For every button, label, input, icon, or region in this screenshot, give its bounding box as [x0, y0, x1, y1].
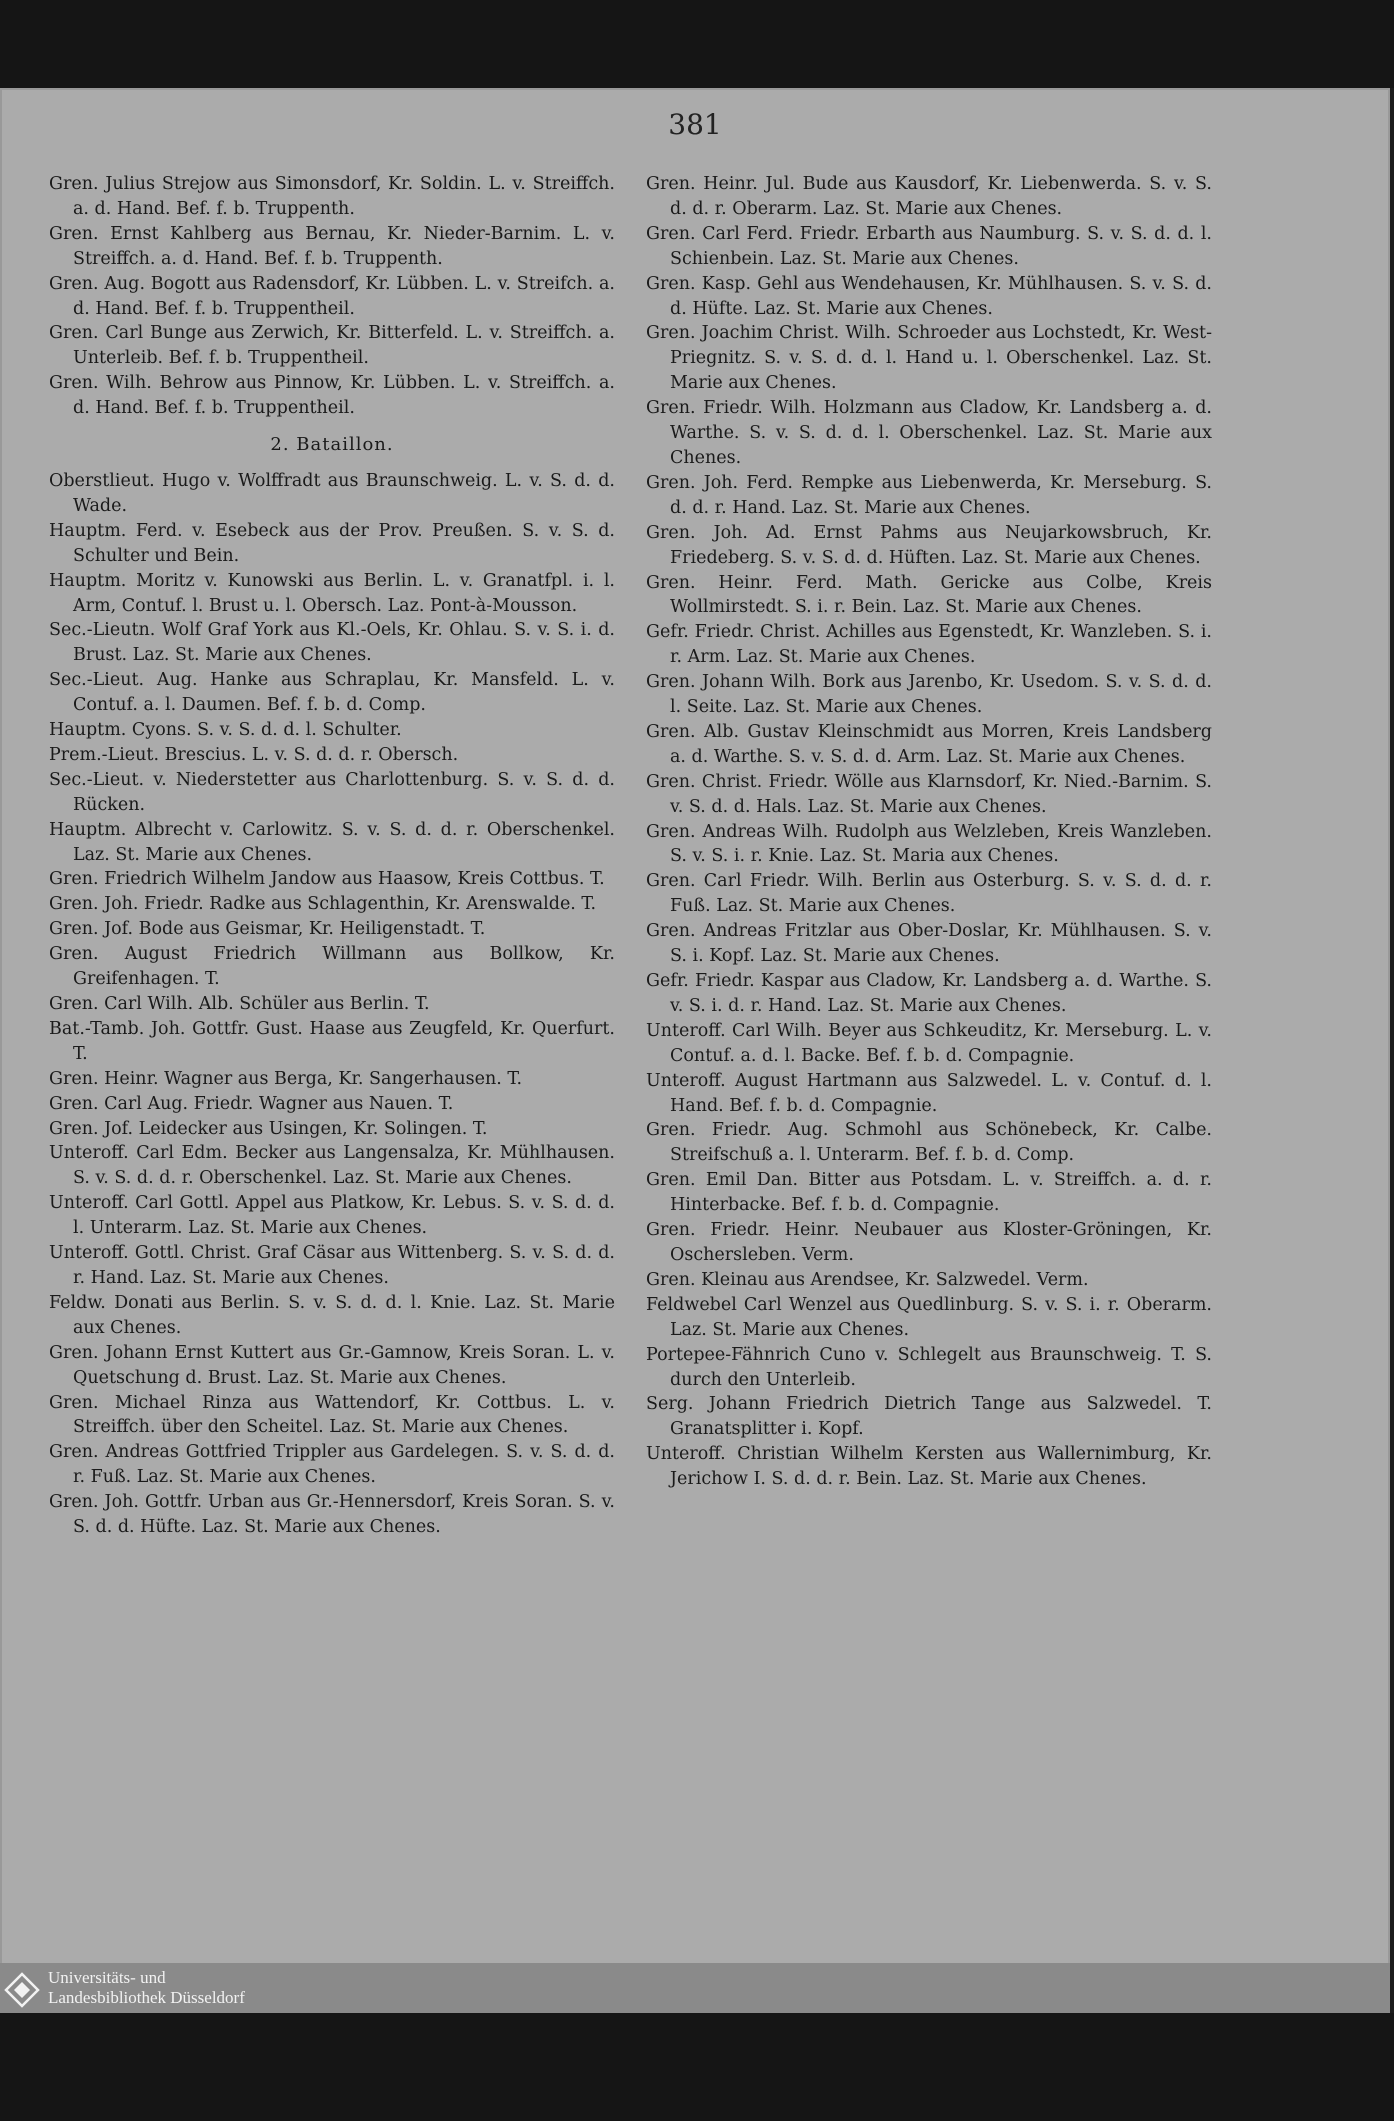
casualty-entry: Gren. Friedr. Aug. Schmohl aus Schönebeck, Kr. Calbe. Streifschuß a. l. Unterarm. Bef. f. b. d. Comp. [646, 1120, 1212, 1166]
casualty-entry: Gren. Julius Strejow aus Simonsdorf, Kr. Soldin. L. v. Streiffch. a. d. Hand. Bef. f. b. Truppenth. [49, 174, 615, 219]
casualty-entry: Unteroff. Carl Gottl. Appel aus Platkow, Kr. Lebus. S. v. S. d. d. l. Unterarm. Laz. St. Marie aux Chenes. [49, 1193, 615, 1239]
casualty-entry: Gren. Jof. Leidecker aus Usingen, Kr. Solingen. T. [49, 1118, 488, 1139]
casualty-entry: Gren. Heinr. Wagner aus Berga, Kr. Sangerhausen. T. [49, 1068, 523, 1089]
casualty-entry: Gren. Johann Wilh. Bork aus Jarenbo, Kr. Usedom. S. v. S. d. d. l. Seite. Laz. St. Marie aux Chenes. [646, 672, 1212, 718]
casualty-entry: Oberstlieut. Hugo v. Wolffradt aus Braunschweig. L. v. S. d. d. Wade. [49, 470, 615, 516]
casualty-entry: Gren. Aug. Bogott aus Radensdorf, Kr. Lübben. L. v. Streifch. a. d. Hand. Bef. f. b. Truppentheil. [49, 273, 615, 319]
casualty-entry: Gren. Heinr. Ferd. Math. Gericke aus Colbe, Kreis Wollmirstedt. S. i. r. Bein. Laz. St. Marie aux Chenes. [646, 572, 1212, 618]
casualty-entry: Gren. Ernst Kahlberg aus Bernau, Kr. Nieder-Barnim. L. v. Streiffch. a. d. Hand. Bef. f. b. Truppenth. [49, 223, 615, 269]
casualty-entry: Unteroff. Christian Wilhelm Kersten aus Wallernimburg, Kr. Jerichow I. S. d. d. r. Bein. Laz. St. Marie aux Chenes. [646, 1444, 1212, 1490]
viewer-top-bar [0, 0, 1394, 88]
casualty-entry: Gren. Joh. Gottfr. Urban aus Gr.-Hennersdorf, Kreis Soran. S. v. S. d. d. Hüfte. Laz. St. Marie aux Chenes. [49, 1492, 615, 1538]
casualty-entry: Unteroff. Gottl. Christ. Graf Cäsar aus Wittenberg. S. v. S. d. d. r. Hand. Laz. St. Marie aux Chenes. [49, 1243, 615, 1288]
casualty-entry: Gren. Kleinau aus Arendsee, Kr. Salzwedel. Verm. [646, 1269, 1089, 1290]
casualty-entry: Gren. Andreas Wilh. Rudolph aus Welzleben, Kreis Wanzleben. S. v. S. i. r. Knie. Laz. St. Maria aux Chenes. [646, 821, 1212, 867]
casualty-entry: Gren. Michael Rinza aus Wattendorf, Kr. Cottbus. L. v. Streiffch. über den Scheitel. Laz. St. Marie aux Chenes. [49, 1392, 615, 1438]
right-column [646, 172, 1212, 1492]
section-heading: 2. Bataillon. [270, 434, 394, 456]
casualty-entry: Gren. Carl Friedr. Wilh. Berlin aus Osterburg. S. v. S. d. d. r. Fuß. Laz. St. Marie aux Chenes. [646, 871, 1212, 917]
casualty-entry: Feldw. Donati aus Berlin. S. v. S. d. d. l. Knie. Laz. St. Marie aux Chenes. [49, 1292, 615, 1338]
casualty-entry: Gren. Johann Ernst Kuttert aus Gr.-Gamnow, Kreis Soran. L. v. Quetschung d. Brust. Laz. St. Marie aux Chenes. [49, 1342, 615, 1388]
casualty-entry: Sec.-Lieut. v. Niederstetter aus Charlottenburg. S. v. S. d. d. Rücken. [49, 769, 615, 815]
casualty-entry: Prem.-Lieut. Brescius. L. v. S. d. d. r. Obersch. [49, 744, 459, 765]
casualty-entry: Gren. Christ. Friedr. Wölle aus Klarnsdorf, Kr. Nied.-Barnim. S. v. S. d. d. Hals. Laz. St. Marie aux Chenes. [646, 771, 1212, 817]
casualty-entry: Gren. Kasp. Gehl aus Wendehausen, Kr. Mühlhausen. S. v. S. d. d. Hüfte. Laz. St. Marie aux Chenes. [646, 273, 1212, 319]
casualty-entry: Sec.-Lieutn. Wolf Graf York aus Kl.-Oels, Kr. Ohlau. S. v. S. i. d. Brust. Laz. St. Marie aux Chenes. [49, 620, 615, 666]
casualty-entry: Gefr. Friedr. Kaspar aus Cladow, Kr. Landsberg a. d. Warthe. S. v. S. i. d. r. Hand. Laz. St. Marie aux Chenes. [646, 971, 1212, 1016]
library-logo-icon [4, 1972, 40, 2008]
footer-text [48, 1968, 245, 2008]
casualty-entry: Gren. Wilh. Behrow aus Pinnow, Kr. Lübben. L. v. Streiffch. a. d. Hand. Bef. f. b. Truppentheil. [49, 373, 615, 419]
casualty-entry: Bat.-Tamb. Joh. Gottfr. Gust. Haase aus Zeugfeld, Kr. Querfurt. T. [49, 1018, 615, 1064]
casualty-entry: Gren. Alb. Gustav Kleinschmidt aus Morren, Kreis Landsberg a. d. Warthe. S. v. S. d. d. Arm. Laz. St. Marie aux Chenes. [646, 721, 1212, 767]
footer-line-1: Universitäts- und [48, 1968, 166, 1987]
left-column [49, 172, 615, 1540]
viewer-bottom-bar [0, 2013, 1394, 2121]
casualty-entry: Gren. Joh. Ad. Ernst Pahms aus Neujarkowsbruch, Kr. Friedeberg. S. v. S. d. d. Hüften. Laz. St. Marie aux Chenes. [646, 522, 1212, 568]
casualty-entry: Gren. Friedrich Wilhelm Jandow aus Haasow, Kreis Cottbus. T. [49, 869, 605, 890]
casualty-entry: Gren. August Friedrich Willmann aus Bollkow, Kr. Greifenhagen. T. [49, 944, 615, 990]
casualty-entry: Hauptm. Moritz v. Kunowski aus Berlin. L. v. Granatfpl. i. l. Arm, Contuf. l. Brust u. l. Obersch. Laz. Pont-à-Mousson. [49, 570, 615, 616]
casualty-entry: Gren. Andreas Fritzlar aus Ober-Doslar, Kr. Mühlhausen. S. v. S. i. Kopf. Laz. St. Marie aux Chenes. [646, 921, 1212, 967]
page-number: 381 [668, 108, 722, 141]
casualty-entry: Gren. Joh. Ferd. Rempke aus Liebenwerda, Kr. Merseburg. S. d. d. r. Hand. Laz. St. Marie aux Chenes. [646, 472, 1212, 518]
casualty-entry: Gren. Joachim Christ. Wilh. Schroeder aus Lochstedt, Kr. West-Priegnitz. S. v. S. d. d. l. Hand u. l. Oberschenkel. Laz. St. Marie aux Chenes. [646, 323, 1212, 394]
casualty-entry: Gren. Andreas Gottfried Trippler aus Gardelegen. S. v. S. d. d. r. Fuß. Laz. St. Marie aux Chenes. [49, 1442, 615, 1488]
casualty-entry: Gren. Carl Bunge aus Zerwich, Kr. Bitterfeld. L. v. Streiffch. a. Unterleib. Bef. f. b. Truppentheil. [49, 323, 615, 369]
casualty-entry: Gren. Friedr. Wilh. Holzmann aus Cladow, Kr. Landsberg a. d. Warthe. S. v. S. d. d. l. Oberschenkel. Laz. St. Marie aux Chenes. [646, 398, 1212, 468]
casualty-entry: Gren. Joh. Friedr. Radke aus Schlagenthin, Kr. Arenswalde. T. [49, 894, 597, 915]
casualty-entry: Unteroff. Carl Wilh. Beyer aus Schkeuditz, Kr. Merseburg. L. v. Contuf. a. d. l. Backe. Bef. f. b. d. Compagnie. [646, 1020, 1212, 1066]
casualty-entry: Gren. Carl Ferd. Friedr. Erbarth aus Naumburg. S. v. S. d. d. l. Schienbein. Laz. St. Marie aux Chenes. [646, 223, 1212, 269]
casualty-entry: Feldwebel Carl Wenzel aus Quedlinburg. S. v. S. i. r. Oberarm. Laz. St. Marie aux Chenes. [646, 1294, 1212, 1340]
casualty-entry: Gren. Carl Aug. Friedr. Wagner aus Nauen. T. [49, 1093, 454, 1114]
casualty-entry: Gefr. Friedr. Christ. Achilles aus Egenstedt, Kr. Wanzleben. S. i. r. Arm. Laz. St. Marie aux Chenes. [646, 622, 1212, 668]
casualty-entry: Gren. Jof. Bode aus Geismar, Kr. Heiligenstadt. T. [49, 919, 486, 940]
casualty-entry: Sec.-Lieut. Aug. Hanke aus Schraplau, Kr. Mansfeld. L. v. Contuf. a. l. Daumen. Bef. f. b. d. Comp. [49, 670, 615, 716]
casualty-entry: Portepee-Fähnrich Cuno v. Schlegelt aus Braunschweig. T. S. durch den Unterleib. [646, 1344, 1212, 1390]
casualty-entry: Gren. Heinr. Jul. Bude aus Kausdorf, Kr. Liebenwerda. S. v. S. d. d. r. Oberarm. Laz. St. Marie aux Chenes. [646, 174, 1212, 219]
footer-line-2: Landesbibliothek Düsseldorf [48, 1988, 245, 2007]
casualty-entry: Gren. Carl Wilh. Alb. Schüler aus Berlin. T. [49, 994, 430, 1014]
casualty-entry: Gren. Emil Dan. Bitter aus Potsdam. L. v. Streiffch. a. d. r. Hinterbacke. Bef. f. b. d. Compagnie. [646, 1170, 1212, 1216]
casualty-entry: Hauptm. Albrecht v. Carlowitz. S. v. S. d. d. r. Oberschenkel. Laz. St. Marie aux Chenes. [49, 819, 615, 865]
casualty-entry: Unteroff. Carl Edm. Becker aus Langensalza, Kr. Mühlhausen. S. v. S. d. d. r. Oberschenkel. Laz. St. Marie aux Chenes. [49, 1143, 615, 1189]
casualty-entry: Serg. Johann Friedrich Dietrich Tange aus Salzwedel. T. Granatsplitter i. Kopf. [646, 1394, 1212, 1440]
casualty-entry: Unteroff. August Hartmann aus Salzwedel. L. v. Contuf. d. l. Hand. Bef. f. b. d. Compagnie. [646, 1070, 1212, 1116]
casualty-entry: Gren. Friedr. Heinr. Neubauer aus Kloster-Gröningen, Kr. Oschersleben. Verm. [646, 1220, 1212, 1265]
casualty-entry: Hauptm. Cyons. S. v. S. d. d. l. Schulter. [49, 720, 402, 741]
casualty-entry: Hauptm. Ferd. v. Esebeck aus der Prov. Preußen. S. v. S. d. Schulter und Bein. [49, 520, 615, 566]
